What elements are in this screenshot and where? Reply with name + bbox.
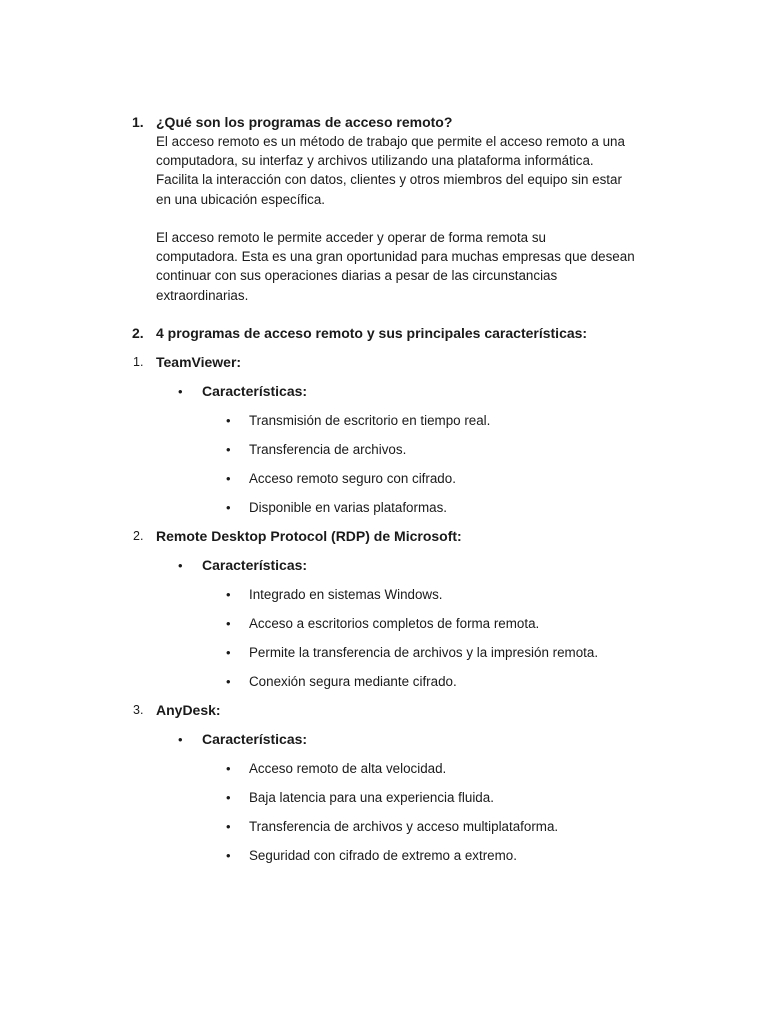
bullet-icon: •	[226, 442, 231, 457]
section-2-title: 4 programas de acceso remoto y sus principales características:	[156, 325, 588, 341]
bullet-icon: •	[226, 848, 231, 863]
bullet-icon: •	[226, 471, 231, 486]
section-1-paragraph-1	[156, 132, 625, 209]
program-3-feature: Seguridad con cifrado de extremo a extremo.	[249, 848, 517, 863]
bullet-icon: •	[226, 587, 231, 602]
program-1-feature: Transmisión de escritorio en tiempo real.	[249, 413, 491, 428]
paragraph-line: Facilita la interacción con datos, clientes y otros miembros del equipo sin estar	[156, 172, 622, 188]
paragraph-line: computadora, su interfaz y archivos utilizando una plataforma informática.	[156, 153, 594, 169]
program-1-name: TeamViewer:	[156, 354, 242, 370]
paragraph-line: continuar con sus operaciones diarias a pesar de las circunstancias	[156, 268, 558, 284]
section-1-number: 1.	[132, 114, 144, 130]
program-1-features-label: Características:	[202, 383, 308, 399]
program-2-feature: Conexión segura mediante cifrado.	[249, 674, 457, 689]
bullet-icon: •	[178, 732, 183, 747]
bullet-icon: •	[226, 674, 231, 689]
program-2-feature: Permite la transferencia de archivos y la impresión remota.	[249, 645, 599, 660]
program-3-feature: Baja latencia para una experiencia fluida.	[249, 790, 494, 805]
bullet-icon: •	[226, 819, 231, 834]
program-3-features-label: Características:	[202, 731, 308, 747]
program-3-feature: Transferencia de archivos y acceso multiplataforma.	[249, 819, 559, 834]
section-2-number: 2.	[132, 325, 144, 341]
bullet-icon: •	[226, 645, 231, 660]
program-3-number: 3.	[133, 703, 144, 717]
paragraph-line: extraordinarias.	[156, 287, 249, 303]
program-2-feature: Acceso a escritorios completos de forma remota.	[249, 616, 540, 631]
bullet-icon: •	[178, 558, 183, 573]
bullet-icon: •	[226, 761, 231, 776]
bullet-icon: •	[178, 384, 183, 399]
bullet-icon: •	[226, 500, 231, 515]
bullet-icon: •	[226, 790, 231, 805]
program-3-name: AnyDesk:	[156, 702, 221, 718]
bullet-icon: •	[226, 616, 231, 631]
program-1-number: 1.	[133, 355, 144, 369]
paragraph-line: computadora. Esta es una gran oportunidad para muchas empresas que desean	[156, 249, 635, 265]
bullet-icon: •	[226, 413, 231, 428]
program-3-feature: Acceso remoto de alta velocidad.	[249, 761, 447, 776]
paragraph-line: El acceso remoto le permite acceder y operar de forma remota su	[156, 230, 546, 245]
program-2-features-label: Características:	[202, 557, 308, 573]
program-1-feature: Transferencia de archivos.	[249, 442, 407, 457]
section-1-title: ¿Qué son los programas de acceso remoto?	[156, 114, 453, 130]
paragraph-line: El acceso remoto es un método de trabajo que permite el acceso remoto a una	[156, 134, 625, 149]
program-2-number: 2.	[133, 529, 144, 543]
program-2-name: Remote Desktop Protocol (RDP) de Microsoft:	[156, 528, 462, 544]
section-1-paragraph-2	[156, 228, 635, 305]
paragraph-line: en una ubicación específica.	[156, 191, 325, 207]
program-1-feature: Disponible en varias plataformas.	[249, 500, 447, 515]
program-1-feature: Acceso remoto seguro con cifrado.	[249, 471, 456, 486]
program-2-feature: Integrado en sistemas Windows.	[249, 587, 443, 602]
